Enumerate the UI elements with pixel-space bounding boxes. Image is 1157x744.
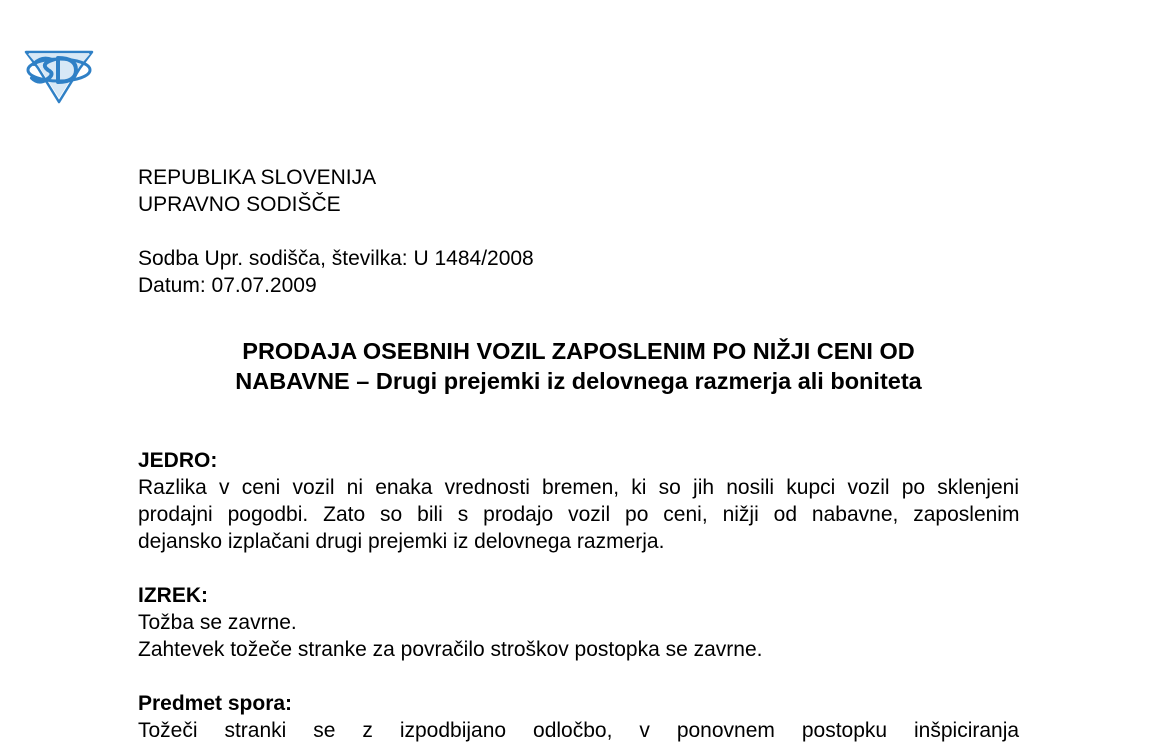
court-shield-logo-icon — [22, 46, 96, 104]
predmet-line-1: Tožeči stranki se z izpodbijano odločbo, v ponovnem postopku inšpiciranja — [138, 719, 1020, 742]
title-line-1: PRODAJA OSEBNIH VOZIL ZAPOSLENIM PO NIŽJI CENI OD — [242, 338, 915, 364]
document-title — [138, 336, 1019, 396]
section-predmet-spora — [138, 690, 1019, 744]
jedro-line-1: Razlika v ceni vozil ni enaka vrednosti bremen, ki so jih nosili kupci vozil po sklenjeni — [138, 476, 1019, 499]
predmet-heading: Predmet spora: — [138, 692, 293, 715]
section-izrek — [138, 582, 1019, 663]
title-line-2: NABAVNE – Drugi prejemki iz delovnega razmerja ali boniteta — [235, 368, 922, 394]
izrek-line-2: Zahtevek tožeče stranke za povračilo stroškov postopka se zavrne. — [138, 638, 763, 661]
section-jedro — [138, 447, 1019, 555]
country-name: REPUBLIKA SLOVENIJA — [138, 166, 377, 189]
document-page — [138, 164, 1019, 744]
izrek-line-1: Tožba se zavrne. — [138, 611, 297, 634]
court-name: UPRAVNO SODIŠČE — [138, 193, 341, 216]
jedro-line-2: prodajni pogodbi. Zato so bili s prodajo vozil po ceni, nižji od nabavne, zaposlenim — [138, 503, 1020, 526]
izrek-heading: IZREK: — [138, 584, 208, 607]
jedro-heading: JEDRO: — [138, 449, 218, 472]
case-number: Sodba Upr. sodišča, številka: U 1484/2008 — [138, 247, 534, 270]
jedro-line-3: dejansko izplačani drugi prejemki iz delovnega razmerja. — [138, 530, 665, 553]
case-date: Datum: 07.07.2009 — [138, 274, 317, 297]
